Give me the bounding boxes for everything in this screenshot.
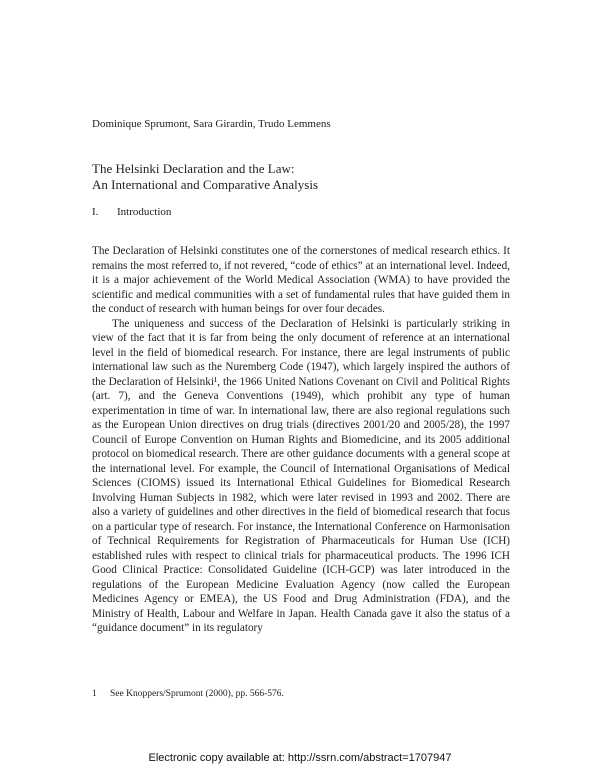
title-line-1: The Helsinki Declaration and the Law:: [92, 161, 295, 176]
body-text: [92, 244, 510, 636]
section-title: Introduction: [117, 206, 172, 218]
section-heading: [92, 206, 171, 218]
paragraph-1: The Declaration of Helsinki constitutes one of the cornerstones of medical research ethics. It remains the most referred to, if not revered, “code of ethics” at an international level. Indeed, it is a major achievement of the World Medical Association (WMA) to have provided the scientific and medical communities with a set of fundamental rules that have guided them in the conduct of research with human beings for over four decades.: [92, 245, 510, 315]
ssrn-footer-link[interactable]: Electronic copy available at: http://ssrn.com/abstract=1707947: [148, 752, 452, 764]
paragraph-2: The uniqueness and success of the Declaration of Helsinki is particularly striking in view of the fact that it is far from being the only document of reference at an international level in the field of biomedical research. For instance, there are legal instruments of public international law such as the Nuremberg Code (1947), which largely inspired the authors of the Declaration of Helsinki¹, the 1966 United Nations Covenant on Civil and Political Rights (art. 7), and the Geneva Conventions (1949), which prohibit any type of human experimentation in time of war. In international law, there are also regional regulations such as the European Union directives on drug trials (directives 2001/20 and 2005/28), the 1997 Council of Europe Convention on Human Rights and Biomedicine, and its 2005 additional protocol on biomedical research. There are other guidance documents with a general scope at the international level. For example, the Council of International Organisations of Medical Sciences (CIOMS) issued its International Ethical Guidelines for Biomedical Research Involving Human Subjects in 1982, which were later revised in 1993 and 2002. There are also a variety of guidelines and other directives in the field of biomedical research that focus on a particular type of research. For instance, the International Conference on Harmonisation of Technical Requirements for Registration of Pharmaceuticals for Human Use (ICH) established rules with respect to clinical trials for pharmaceutical products. The 1996 ICH Good Clinical Practice: Consolidated Guideline (ICH-GCP) was later introduced in the regulations of the European Medicine Evaluation Agency (now called the European Medicines Agency or EMEA), the US Food and Drug Administration (FDA), and the Ministry of Health, Labour and Welfare in Japan. Health Canada gave it also the status of a “guidance document” in its regulatory: [92, 317, 510, 634]
footnote-text: See Knoppers/Sprumont (2000), pp. 566-576.: [110, 689, 284, 699]
article-title: [92, 161, 318, 193]
section-number: I.: [92, 206, 99, 218]
footnote-number: 1: [92, 689, 97, 699]
footnote: [92, 689, 284, 699]
title-line-2: An International and Comparative Analysis: [92, 177, 319, 192]
authors-line: Dominique Sprumont, Sara Girardin, Trudo Lemmens: [92, 118, 331, 130]
